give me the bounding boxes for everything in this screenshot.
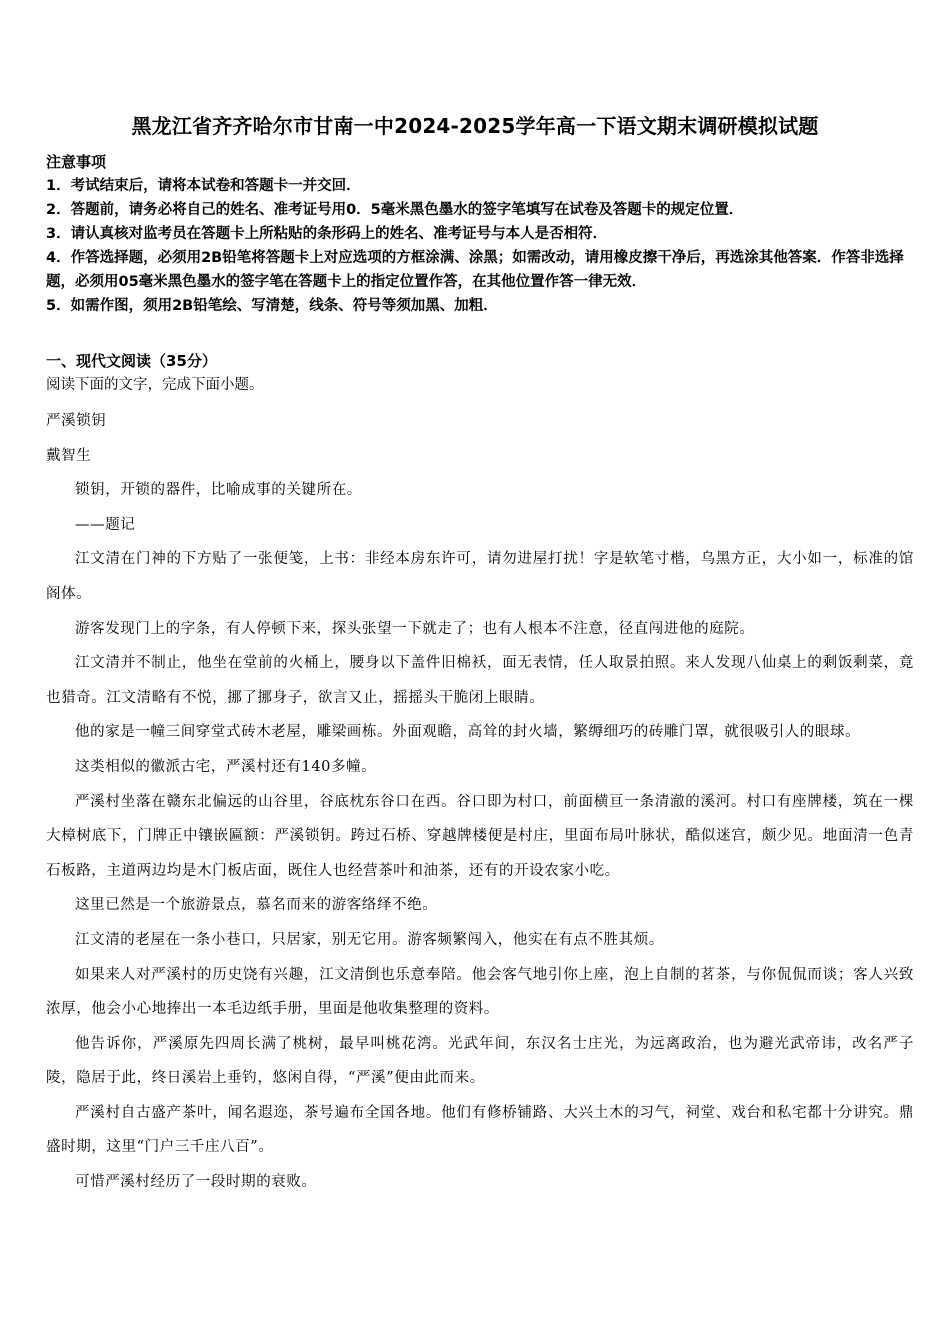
article-title: 严溪锁钥	[46, 413, 107, 429]
article-author: 戴智生	[46, 447, 92, 464]
notice-item-4: 4．作答选择题，必须用2B铅笔将答题卡上对应选项的方框涂满、涂黑；如需改动，请用橡皮擦干净后，再选涂其他答案．作答非选择题，必须用05毫米黑色墨水的签字笔在答题卡上的指定位置作答，在其他位置作答一律无效．	[46, 250, 904, 290]
article-paragraph: 江文清并不制止，他坐在堂前的火桶上，腰身以下盖件旧棉袄，面无表情，任人取景拍照。来人发现八仙桌上的剩饭剩菜，竟也猎奇。江文清略有不悦，挪了挪身子，欲言又止，摇摇头干脆闭上眼睛。	[46, 655, 914, 706]
article-paragraph: 如果来人对严溪村的历史饶有兴趣，江文清倒也乐意奉陪。他会客气地引你上座，泡上自制的茗茶，与你侃侃而谈；客人兴致浓厚，他会小心地捧出一本毛边纸手册，里面是他收集整理的资料。	[46, 966, 914, 1018]
notice-section	[46, 150, 916, 318]
article-paragraph: 江文清在门神的下方贴了一张便笺，上书：非经本房东许可，请勿进屋打扰！字是软笔寸楷，乌黑方正，大小如一，标准的馆阁体。	[46, 551, 914, 602]
notice-heading: 注意事项	[46, 153, 107, 171]
notice-item-2: 2．答题前，请务必将自己的姓名、准考证号用0．5毫米黑色墨水的签字笔填写在试卷及答题卡的规定位置．	[46, 202, 744, 218]
notice-item-1: 1．考试结束后，请将本试卷和答题卡一并交回．	[46, 178, 361, 194]
reading-article	[46, 404, 914, 1200]
article-paragraph: 江文清的老屋在一条小巷口，只居家，别无它用。游客频繁闯入，他实在有点不胜其烦。	[75, 931, 664, 948]
article-epigraph-source: ——题记	[75, 516, 136, 533]
notice-item-5: 5．如需作图，须用2B铅笔绘、写清楚，线条、符号等须加黑、加粗．	[46, 298, 498, 314]
section-instruction: 阅读下面的文字，完成下面小题。	[46, 377, 264, 393]
article-paragraph: 可惜严溪村经历了一段时期的衰败。	[75, 1174, 317, 1191]
article-paragraph: 这类相似的徽派古宅，严溪村还有140多幢。	[75, 758, 377, 775]
section-heading: 一、现代文阅读（35分）	[46, 352, 217, 370]
notice-item-3: 3．请认真核对监考员在答题卡上所粘贴的条形码上的姓名、准考证号与本人是否相符．	[46, 226, 608, 242]
article-paragraph: 他告诉你，严溪原先四周长满了桃树，最早叫桃花湾。光武年间，东汉名士庄光，为远离政治，也为避光武帝讳，改名严子陵，隐居于此，终日溪岩上垂钓，悠闲自得，“严溪”便由此而来。	[46, 1035, 914, 1087]
article-paragraph: 严溪村坐落在赣东北偏远的山谷里，谷底枕东谷口在西。谷口即为村口，前面横亘一条清澈的溪河。村口有座牌楼，筑在一棵大樟树底下，门牌正中镶嵌匾额：严溪锁钥。跨过石桥、穿越牌楼便是村庄，里面布局叶脉状，酷似迷宫，颇少见。地面清一色青石板路，主道两边均是木门板店面，既住人也经营茶叶和油茶，还有的开设农家小吃。	[46, 793, 914, 879]
article-paragraph: 他的家是一幢三间穿堂式砖木老屋，雕梁画栋。外面观瞻，高耸的封火墙，繁缛细巧的砖雕门罩，就很吸引人的眼球。	[75, 724, 861, 741]
article-paragraph: 游客发现门上的字条，有人停顿下来，探头张望一下就走了；也有人根本不注意，径直闯进他的庭院。	[75, 620, 755, 637]
article-epigraph: 锁钥，开锁的器件，比喻成事的关键所在。	[75, 482, 362, 499]
exam-title: 黑龙江省齐齐哈尔市甘南一中2024-2025学年高一下语文期末调研模拟试题	[131, 114, 819, 138]
article-paragraph: 这里已然是一个旅游景点，慕名而来的游客络绎不绝。	[75, 897, 438, 914]
article-paragraph: 严溪村自古盛产茶叶，闻名遐迩，茶号遍布全国各地。他们有修桥铺路、大兴土木的习气，祠堂、戏台和私宅都十分讲究。鼎盛时期，这里“门户三千庄八百”。	[46, 1104, 914, 1156]
